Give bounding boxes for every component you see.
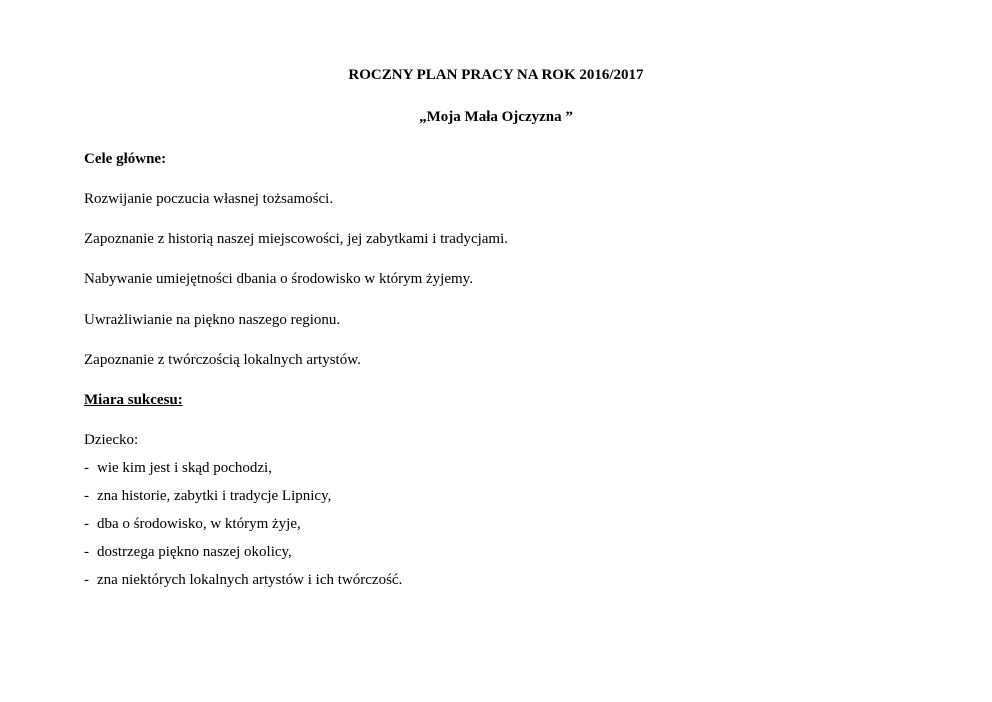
goal-item: Nabywanie umiejętności dbania o środowisko w którym żyjemy.: [84, 271, 473, 287]
outcome-item: [84, 459, 272, 477]
goals-heading: Cele główne:: [84, 151, 167, 167]
outcome-text: dba o środowisko, w którym żyje,: [97, 516, 301, 532]
goal-item: Rozwijanie poczucia własnej tożsamości.: [84, 191, 334, 207]
goal-item: Uwrażliwianie na piękno naszego regionu.: [84, 312, 341, 328]
bullet-marker: -: [84, 572, 89, 588]
outcome-item: [84, 543, 292, 561]
bullet-marker: -: [84, 544, 89, 560]
bullet-marker: -: [84, 516, 89, 532]
outcome-text: wie kim jest i skąd pochodzi,: [97, 460, 272, 476]
outcome-text: zna niektórych lokalnych artystów i ich twórczość.: [97, 572, 403, 588]
goal-item: Zapoznanie z historią naszej miejscowości, jej zabytkami i tradycjami.: [84, 231, 509, 247]
outcome-text: dostrzega piękno naszej okolicy,: [97, 544, 292, 560]
success-heading: Miara sukcesu:: [84, 392, 183, 408]
goal-item: Zapoznanie z twórczością lokalnych artystów.: [84, 352, 361, 368]
document-subtitle: „Moja Mała Ojczyzna ”: [419, 109, 573, 125]
outcome-item: [84, 571, 402, 589]
bullet-marker: -: [84, 460, 89, 476]
outcome-text: zna historie, zabytki i tradycje Lipnicy,: [97, 488, 332, 504]
outcome-item: [84, 487, 331, 505]
document-title: ROCZNY PLAN PRACY NA ROK 2016/2017: [348, 67, 644, 83]
bullet-marker: -: [84, 488, 89, 504]
outcome-item: [84, 515, 301, 533]
child-label: Dziecko:: [84, 432, 139, 448]
